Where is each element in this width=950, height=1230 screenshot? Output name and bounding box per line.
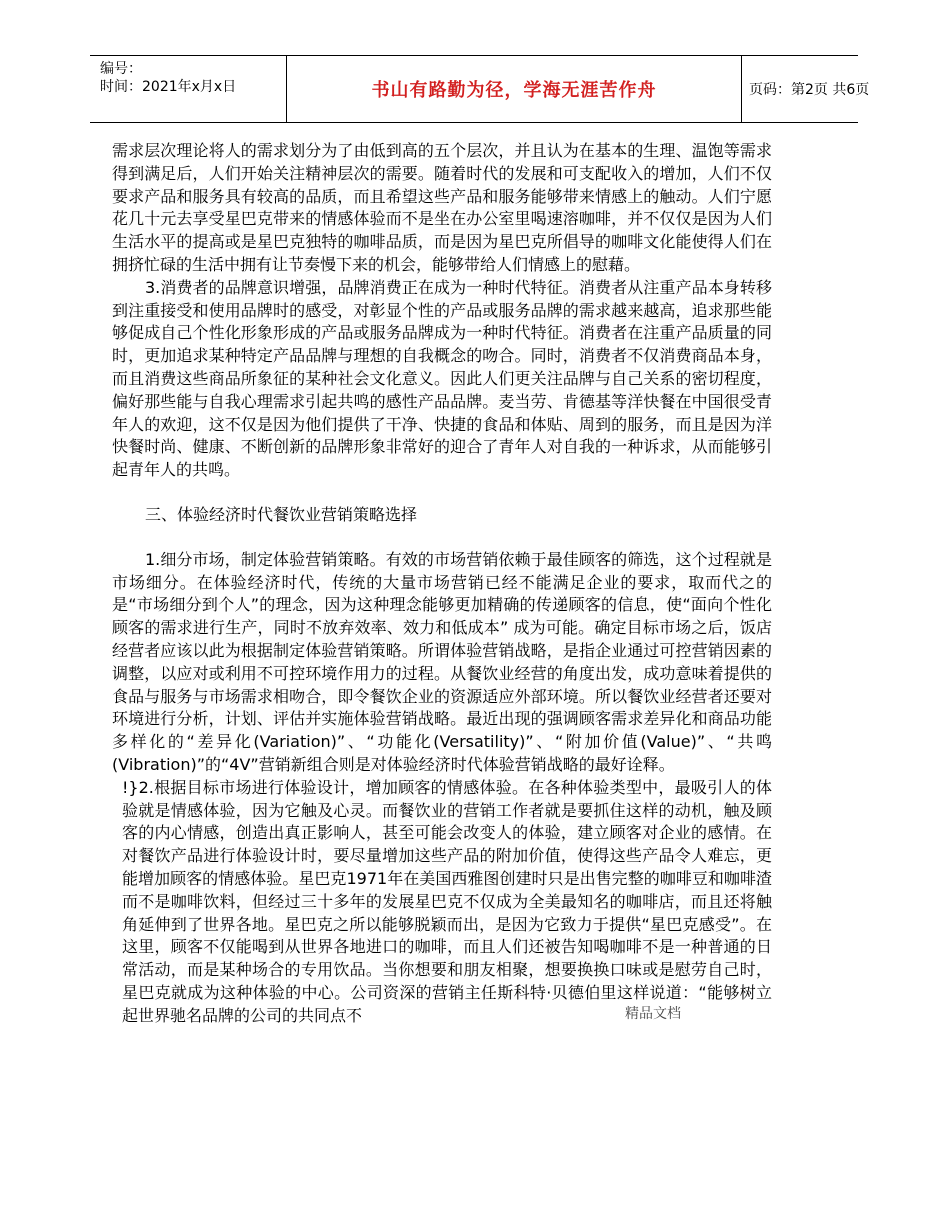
page-number-label: 页码：第2页 共6页 — [749, 82, 870, 98]
paragraph-1: 需求层次理论将人的需求划分为了由低到高的五个层次，并且认为在基本的生理、温饱等需求得到满足后，人们开始关注精神层次的需要。随着时代的发展和可支配收入的增加，人们不仅要求产品和服务具有较高的品质，而且希望这些产品和服务能够带来情感上的触动。人们宁愿花几十元去享受星巴克带来的情感体验而不是坐在办公室里喝速溶咖啡，并不仅仅是因为人们生活水平的提高或是星巴克独特的咖啡品质，而是因为星巴克所倡导的咖啡文化能使得人们在拥挤忙碌的生活中拥有让节奏慢下来的机会，能够带给人们情感上的慰藉。 — [112, 141, 772, 274]
section-heading: 三、体验经济时代餐饮业营销策略选择 — [145, 504, 418, 524]
paragraph-3: 1.细分市场，制定体验营销策略。有效的市场营销依赖于最佳顾客的筛选，这个过程就是市场细分。在体验经济时代，传统的大量市场营销已经不能满足企业的要求，取而代之的是“市场细分到个人”的理念，因为这种理念能够更加精确的传递顾客的信息，使“面向个性化顾客的需求进行生产，同时不放弃效率、效力和低成本” 成为可能。确定目标市场之后，饭店经营者应该以此为根据制定体验营销策略。所谓体验营销战略，是指企业通过可控营销因素的调整，以应对或利用不可控环境作用力的过程。从餐饮业经营的角度出发，成功意味着提供的食品与服务与市场需求相吻合，即令餐饮企业的资源适应外部环境。所以餐饮业经营者还要对环境进行分析，计划、评估并实施体验营销战略。最近出现的强调顾客需求差异化和商品功能多样化的“差异化(Variation)”、“功能化(Versatility)”、“附加价值(Value)”、“共鸣(Vibration)”的“4V”营销新组合则是对体验经济时代体验营销战略的最好诠释。 — [112, 549, 772, 774]
document-number-label: 编号： — [100, 61, 142, 77]
document-body — [112, 140, 772, 1027]
document-time-label: 时间：2021年x月x日 — [100, 79, 237, 95]
paragraph-4: !}2.根据目标市场进行体验设计，增加顾客的情感体验。在各种体验类型中，最吸引人的体验就是情感体验，因为它触及心灵。而餐饮业的营销工作者就是要抓住这样的动机，触及顾客的内心情感，创造出真正影响人，甚至可能会改变人的体验，建立顾客对企业的感情。在对餐饮产品进行体验设计时，要尽量增加这些产品的附加价值，使得这些产品令人难忘，更能增加顾客的情感体验。星巴克1971年在美国西雅图创建时只是出售完整的咖啡豆和咖啡渣而不是咖啡饮料，但经过三十多年的发展星巴克不仅成为全美最知名的咖啡店，而且还将触角延伸到了世界各地。星巴克之所以能够脱颖而出，是因为它致力于提供“星巴克感受”。在这里，顾客不仅能喝到从世界各地进口的咖啡，而且人们还被告知喝咖啡不是一种普通的日常活动，而是某种场合的专用饮品。当你想要和朋友相聚，想要换换口味或是慰劳自己时，星巴克就成为这种体验的中心。公司资深的营销主任斯科特·贝德伯里这样说道：“能够树立起世界驰名品牌的公司的共同点不 — [122, 777, 772, 1025]
header-motto-cell — [286, 56, 742, 122]
page-header — [90, 55, 870, 123]
header-page-cell — [741, 56, 870, 122]
paragraph-2: 3.消费者的品牌意识增强，品牌消费正在成为一种时代特征。消费者从注重产品本身转移到注重接受和使用品牌时的感受，对彰显个性的产品或服务品牌的需求越来越高，追求那些能够促成自己个性化形象形成的产品或服务品牌成为一种时代特征。消费者在注重产品质量的同时，更加追求某种特定产品品牌与理想的自我概念的吻合。同时，消费者不仅消费商品本身，而且消费这些商品所象征的某种社会文化意义。因此人们更关注品牌与自己关系的密切程度，偏好那些能与自我心理需求引起共鸣的感性产品品牌。麦当劳、肯德基等洋快餐在中国很受青年人的欢迎，这不仅是因为他们提供了干净、快捷的食品和体贴、周到的服务，而且是因为洋快餐时尚、健康、不断创新的品牌形象非常好的迎合了青年人对自我的一种诉求，从而能够引起青年人的共鸣。 — [112, 277, 772, 480]
header-motto: 书山有路勤为径，学海无涯苦作舟 — [371, 80, 657, 101]
header-meta-cell — [90, 56, 286, 122]
watermark-text: 精品文档 — [625, 1006, 681, 1022]
